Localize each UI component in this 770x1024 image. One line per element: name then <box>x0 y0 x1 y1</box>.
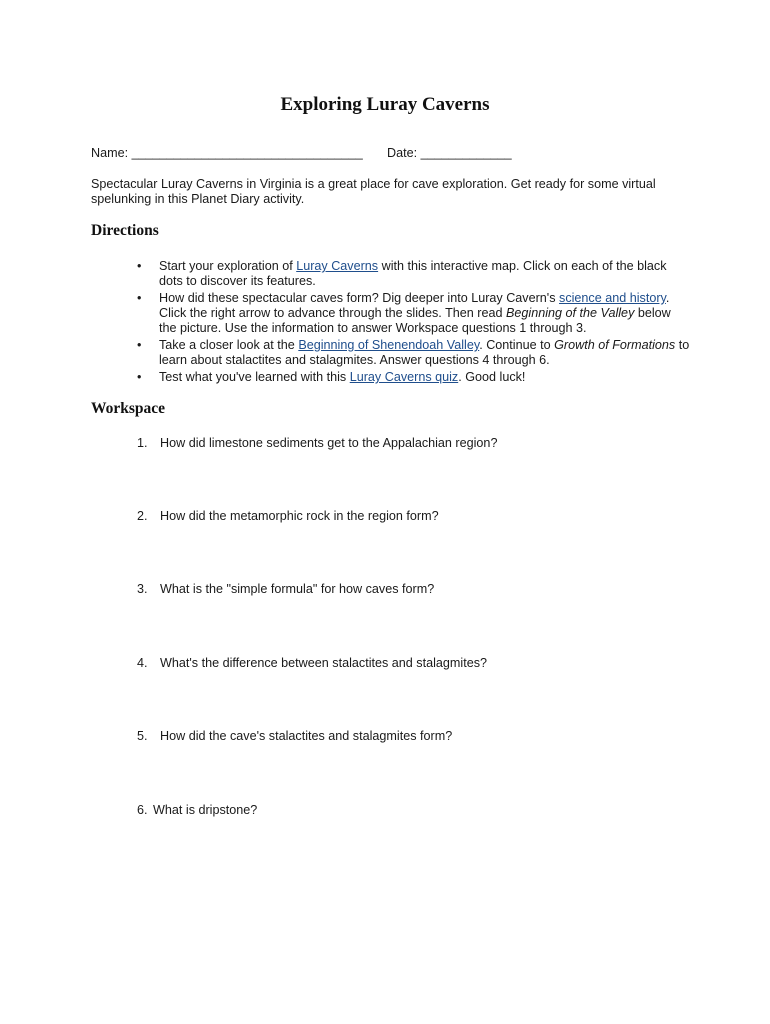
question-number: 1. <box>137 436 148 450</box>
question-text: How did the cave's stalactites and stalagmites form? <box>160 729 453 743</box>
name-field: Name: _________________________________ <box>91 146 363 160</box>
question-number: 2. <box>137 509 148 523</box>
beginning-of-shenendoah-valley-link[interactable]: Beginning of Shenendoah Valley <box>298 338 480 352</box>
intro-paragraph: Spectacular Luray Caverns in Virginia is a great place for cave exploration. Get ready for some virtual spelunking in this Planet Diary activity. <box>91 177 656 206</box>
luray-caverns-quiz-link[interactable]: Luray Caverns quiz <box>349 370 459 384</box>
question-number: 5. <box>137 729 148 743</box>
date-field: Date: _____________ <box>387 146 512 160</box>
list-item: • Test what you've learned with this Luray Caverns quiz. Good luck! <box>137 370 526 384</box>
question-number: 4. <box>137 656 148 670</box>
question-text: What is dripstone? <box>153 803 258 817</box>
list-item: • Start your exploration of Luray Caverns with this interactive map. Click on each of the black dots to discover its features. <box>137 259 667 288</box>
workspace-heading: Workspace <box>91 400 166 417</box>
luray-caverns-link[interactable]: Luray Caverns <box>296 259 379 273</box>
question-number: 6. <box>137 803 148 817</box>
question-text: How did the metamorphic rock in the region form? <box>160 509 439 523</box>
list-item: • How did these spectacular caves form? Dig deeper into Luray Cavern's science and history. Click the right arrow to advance through the slides. Then read Beginning of the Valley below the picture. Use the information to answer Workspace questions 1 through 3. <box>137 291 671 335</box>
directions-heading: Directions <box>91 222 159 239</box>
bullet-icon: • <box>137 291 142 305</box>
page-title: Exploring Luray Caverns <box>280 94 490 115</box>
list-item: • Take a closer look at the Beginning of Shenendoah Valley. Continue to Growth of Formations to learn about stalactites and stalagmites. Answer questions 4 through 6. <box>137 338 690 367</box>
question-text: How did limestone sediments get to the Appalachian region? <box>160 436 498 450</box>
question-text: What's the difference between stalactites and stalagmites? <box>160 656 487 670</box>
bullet-icon: • <box>137 338 142 352</box>
bullet-icon: • <box>137 370 142 384</box>
bullet-icon: • <box>137 259 142 273</box>
science-and-history-link[interactable]: science and history <box>559 291 666 305</box>
directions-list <box>91 259 691 387</box>
question-text: What is the "simple formula" for how caves form? <box>160 582 435 596</box>
name-date-row <box>91 146 512 161</box>
question-number: 3. <box>137 582 148 596</box>
